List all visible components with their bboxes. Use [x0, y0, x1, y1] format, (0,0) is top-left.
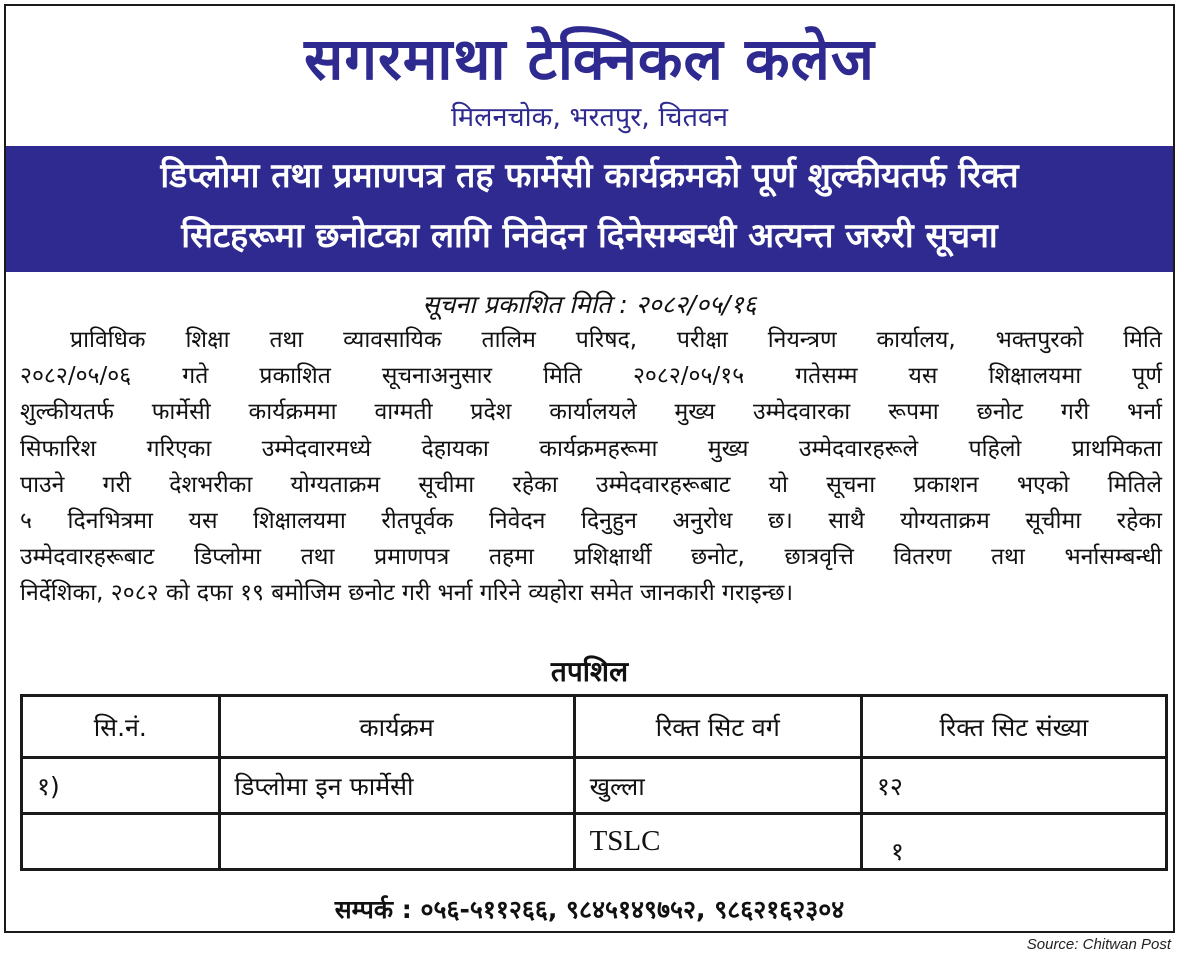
- vacancy-table: [20, 694, 1168, 871]
- notice-headline: [6, 146, 1173, 272]
- table-row: [22, 814, 1167, 870]
- college-name: सगरमाथा टेक्निकल कलेज: [304, 25, 875, 93]
- notice-body: [20, 322, 1162, 612]
- publication-date: सूचना प्रकाशित मिति : २०८२/०५/१६: [422, 290, 757, 319]
- body-line: निर्देशिका, २०८२ को दफा १९ बमोजिम छनोट गरी भर्ना गरिने व्यहोरा समेत जानकारी गराइन्छ।: [20, 580, 794, 607]
- column-header-program: कार्यक्रम: [219, 696, 574, 758]
- cell-seat-count: १: [861, 814, 1166, 870]
- column-header-seat-category: रिक्त सिट वर्ग: [574, 696, 861, 758]
- cell-seat-count: १२: [861, 758, 1166, 814]
- body-line: उम्मेदवारहरूबाट डिप्लोमा तथा प्रमाणपत्र तहमा प्रशिक्षार्थी छनोट, छात्रवृत्ति वितरण तथा भर्नासम्बन्धी: [20, 544, 1162, 571]
- body-line: सिफारिश गरिएका उम्मेदवारमध्ये देहायका कार्यक्रमहरूमा मुख्य उम्मेदवारहरूले पहिलो प्राथमिकता: [20, 435, 1162, 462]
- table-header-row: [22, 696, 1167, 758]
- college-address: मिलनचोक, भरतपुर, चितवन: [451, 102, 728, 133]
- table-row: [22, 758, 1167, 814]
- cell-program: [219, 814, 574, 870]
- body-line: पाउने गरी देशभरीका योग्यताक्रम सूचीमा रहेका उम्मेदवारहरूबाट यो सूचना प्रकाशन भएको मितिले: [20, 471, 1162, 498]
- cell-serial: १): [22, 758, 220, 814]
- body-line: शुल्कीयतर्फ फार्मेसी कार्यक्रममा वाग्मती प्रदेश कार्यालयले मुख्य उम्मेदवारका रूपमा छनोट गरी भर्ना: [20, 399, 1162, 426]
- headline-line-2: सिटहरूमा छनोटका लागि निवेदन दिनेसम्बन्धी अत्यन्त जरुरी सूचना: [181, 216, 998, 256]
- notice-frame: [4, 4, 1175, 933]
- headline-line-1: डिप्लोमा तथा प्रमाणपत्र तह फार्मेसी कार्यक्रमको पूर्ण शुल्कीयतर्फ रिक्त: [160, 156, 1019, 196]
- details-title: तपशिल: [550, 655, 629, 688]
- column-header-serial: सि.नं.: [22, 696, 220, 758]
- source-credit: Source: Chitwan Post: [1026, 936, 1171, 953]
- body-line: ५ दिनभित्रमा यस शिक्षालयमा रीतपूर्वक निवेदन दिनुहुन अनुरोध छ। साथै योग्यताक्रम सूचीमा रहेका: [20, 508, 1162, 535]
- contact-numbers: सम्पर्क : ०५६-५११२६६, ९८४५१४९७५२, ९८६२१६२३०४: [334, 895, 845, 924]
- body-line: २०८२/०५/०६ गते प्रकाशित सूचनाअनुसार मिति २०८२/०५/१५ गतेसम्म यस शिक्षालयमा पूर्ण: [20, 363, 1162, 390]
- cell-program: डिप्लोमा इन फार्मेसी: [219, 758, 574, 814]
- column-header-seat-count: रिक्त सिट संख्या: [861, 696, 1166, 758]
- cell-serial: [22, 814, 220, 870]
- cell-seat-category: खुल्ला: [574, 758, 861, 814]
- body-line: प्राविधिक शिक्षा तथा व्यावसायिक तालिम परिषद, परीक्षा नियन्त्रण कार्यालय, भक्तपुरको मिति: [70, 327, 1162, 353]
- cell-seat-category: TSLC: [574, 814, 861, 870]
